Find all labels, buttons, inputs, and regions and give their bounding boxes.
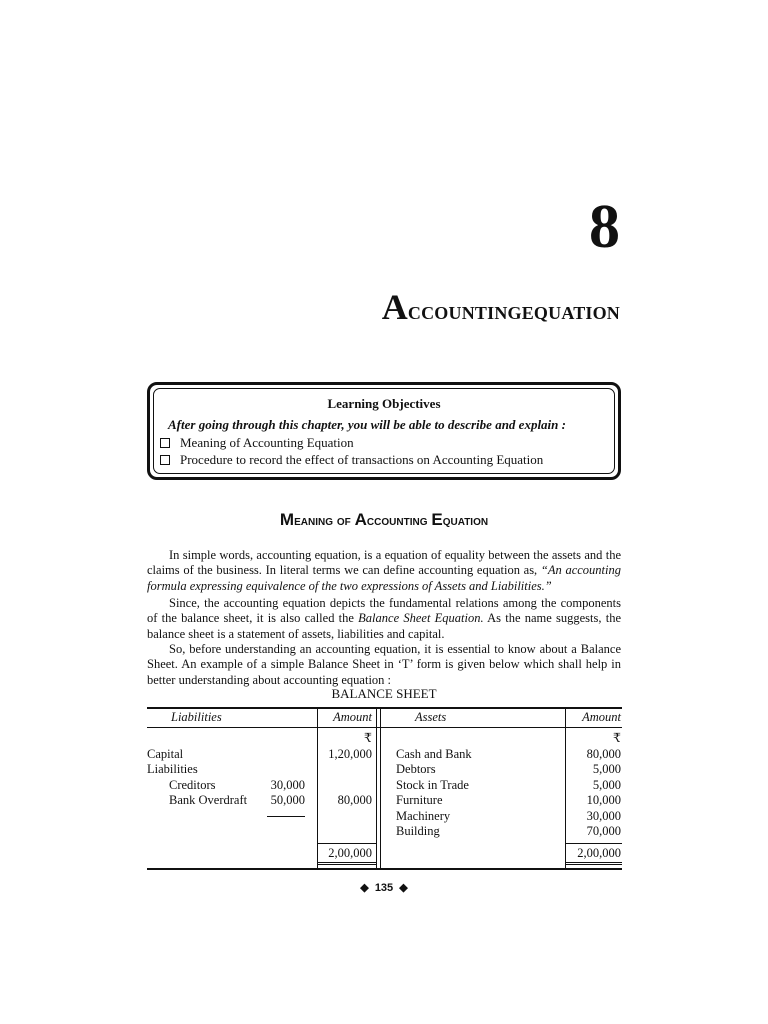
table-bottom-rule [147, 868, 622, 870]
paragraph-quote: “An accounting formula expressing equivalence of the two expressions of Assets and Liabilities.” [147, 563, 621, 593]
paragraph-emphasis: Balance Sheet Equation. [358, 611, 484, 626]
liabilities-label: Liabilities [147, 762, 198, 776]
diamond-icon: ◆ [360, 882, 369, 894]
subtotal-rule [267, 816, 305, 817]
header-amount-right: Amount [582, 710, 621, 724]
total-rule [566, 864, 622, 865]
total-rule [318, 843, 376, 844]
paragraph-definition [147, 548, 621, 594]
currency-symbol-right: ₹ [613, 731, 621, 745]
section-heading-part: quation [442, 512, 489, 528]
chapter-title [382, 286, 620, 328]
liability-capital-amount: 1,20,000 [328, 747, 372, 761]
column-divider-double [380, 707, 381, 869]
section-heading-part: ccounting [366, 512, 432, 528]
total-assets: 2,00,000 [577, 846, 621, 860]
paragraph-intro-balance-sheet [147, 642, 621, 688]
balance-sheet-title: BALANCE SHEET [331, 686, 437, 701]
paragraph-text: So, before understanding an accounting equation, it is essential to know about a Balance Sheet. An example of a simple Balance Sheet in ‘T’ form is given below which shall help in better understanding about accounting equation : [147, 642, 621, 687]
objective-item-label: Meaning of Accounting Equation [180, 435, 354, 450]
asset-amount: 10,000 [586, 793, 621, 807]
learning-objectives-intro: After going through this chapter, you will be able to describe and explain : [168, 417, 566, 432]
liability-overdraft-label: Bank Overdraft [169, 793, 248, 807]
chapter-number: 8 [589, 193, 620, 261]
asset-label: Machinery [396, 809, 451, 823]
asset-amount: 30,000 [586, 809, 621, 823]
liability-capital-label: Capital [147, 747, 184, 761]
asset-label: Furniture [396, 793, 443, 807]
asset-amount: 70,000 [586, 824, 621, 838]
total-rule [318, 864, 376, 865]
learning-objectives-box [147, 382, 621, 480]
checkbox-icon [160, 438, 170, 448]
asset-amount: 80,000 [586, 747, 621, 761]
paragraph-text: In simple words, accounting equation, is a equation of equality between the assets and the claims of the business. In literal terms we can define accounting equation as, [147, 548, 621, 578]
header-assets: Assets [415, 710, 447, 724]
diamond-icon: ◆ [399, 882, 408, 894]
total-rule [566, 843, 622, 844]
header-amount-left: Amount [333, 710, 372, 724]
liability-creditors-sub: 30,000 [270, 778, 305, 792]
table-header-rule [147, 727, 622, 728]
paragraph-text: Since, the accounting equation depicts the fundamental relations among the components of the balance sheet, it is also called the [147, 596, 621, 626]
section-heading-part: eaning of [294, 512, 355, 528]
total-liabilities: 2,00,000 [328, 846, 372, 860]
objective-item [160, 435, 354, 451]
chapter-title-initial: A [381, 287, 408, 327]
chapter-title-second: equation [521, 296, 620, 325]
objective-item-label: Procedure to record the effect of transactions on Accounting Equation [180, 452, 544, 467]
total-rule [566, 862, 622, 863]
page-number-value: 135 [374, 882, 394, 894]
section-heading-cap: M [279, 510, 295, 529]
asset-amount: 5,000 [592, 762, 621, 776]
asset-amount: 5,000 [592, 778, 621, 792]
column-divider-double [376, 707, 377, 869]
liability-overdraft-amount: 80,000 [337, 793, 372, 807]
header-liabilities: Liabilities [171, 710, 222, 724]
paragraph-balance-sheet-equation [147, 596, 621, 642]
paragraph-text: As the name suggests, the balance sheet is a statement of assets, liabilities and capital. [147, 611, 621, 641]
objective-item [160, 452, 543, 468]
learning-objectives-heading: Learning Objectives [327, 396, 441, 411]
checkbox-icon [160, 455, 170, 465]
currency-symbol-left: ₹ [364, 731, 372, 745]
liability-overdraft-sub: 50,000 [270, 793, 305, 807]
total-rule [318, 862, 376, 863]
asset-label: Stock in Trade [396, 778, 469, 792]
asset-label: Cash and Bank [396, 747, 472, 761]
liability-creditors-label: Creditors [169, 778, 216, 792]
section-heading-cap: A [354, 510, 367, 529]
section-heading [0, 510, 768, 530]
table-top-rule [147, 707, 622, 709]
balance-sheet-table [147, 707, 622, 871]
page-number [0, 881, 768, 894]
asset-label: Building [396, 824, 440, 838]
section-heading-cap: E [431, 510, 443, 529]
asset-label: Debtors [396, 762, 436, 776]
chapter-title-rest: ccounting [407, 296, 522, 325]
